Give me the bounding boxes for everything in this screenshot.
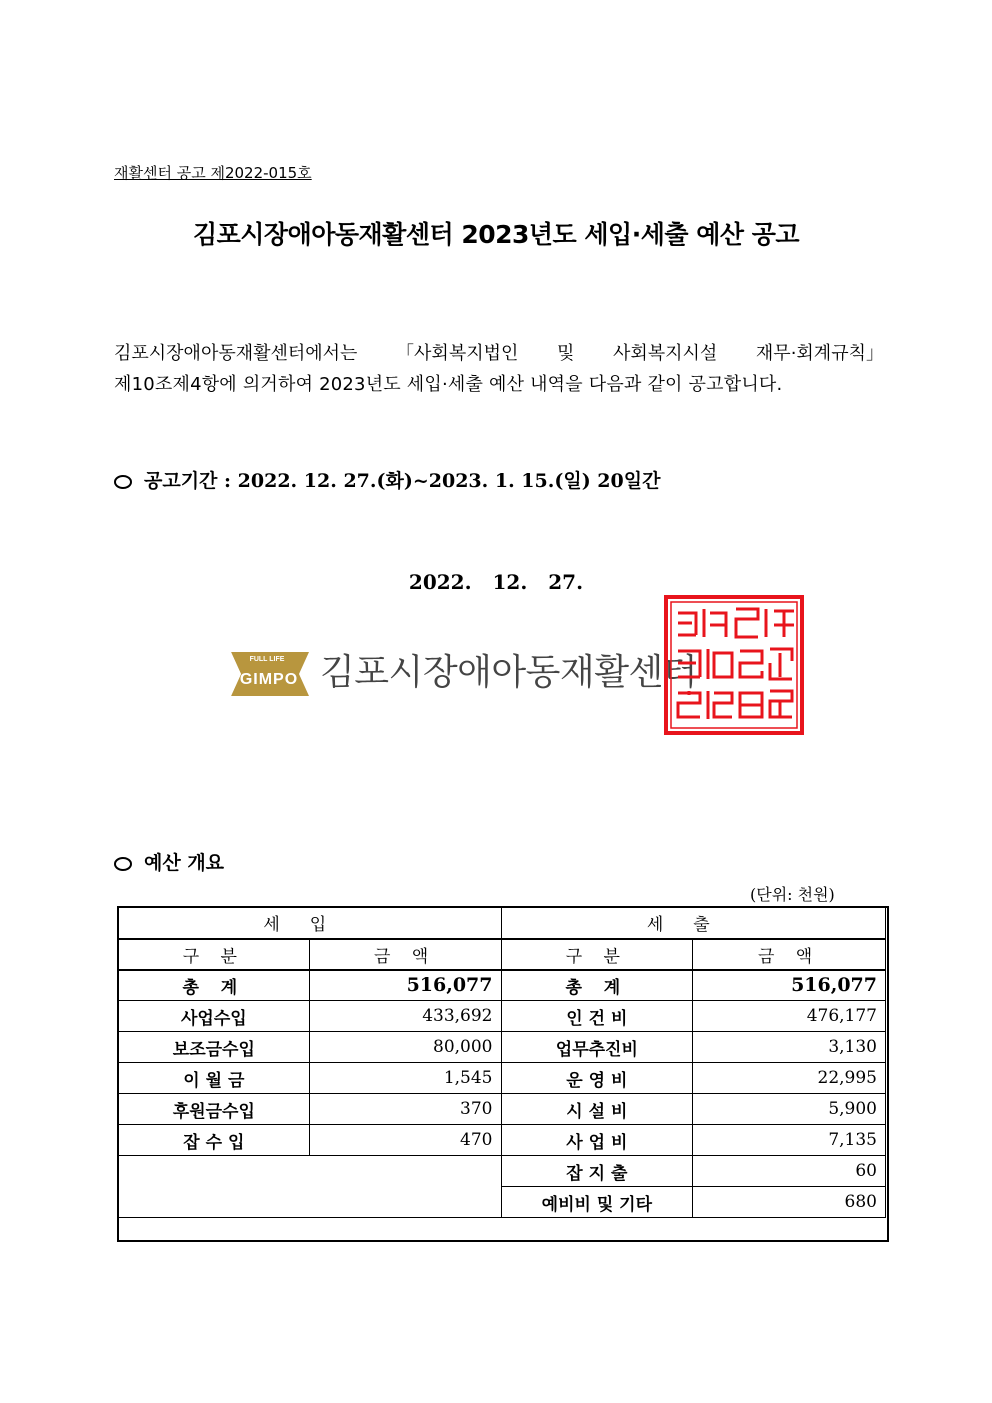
expense-amount: 476,177: [693, 1001, 886, 1032]
expense-label: 운 영 비: [501, 1063, 693, 1094]
expense-amount: 3,130: [693, 1032, 886, 1063]
notice-period-text: 공고기간 : 2022. 12. 27.(화)~2023. 1. 15.(일) 20일간: [144, 470, 661, 492]
income-amount: 80,000: [309, 1032, 501, 1063]
intro-line-2: 제10조제4항에 의거하여 2023년도 세입·세출 예산 내역을 다음과 같이 공고합니다.: [114, 374, 783, 395]
expense-label: 사 업 비: [501, 1125, 693, 1156]
expense-category-header: 구 분: [501, 939, 693, 970]
intro-word: 재무·회계규칙」: [755, 343, 884, 364]
table-row: [119, 1063, 886, 1094]
table-row: [119, 1032, 886, 1063]
expense-total-label: 총 계: [501, 970, 693, 1001]
income-label: 후원금수입: [119, 1094, 310, 1125]
section-heading-text: 예산 개요: [144, 852, 225, 874]
expense-label: 업무추진비: [501, 1032, 693, 1063]
unit-label: (단위: 천원): [750, 885, 835, 904]
table-row: [119, 1125, 886, 1156]
section-heading: [114, 848, 224, 875]
income-total-amount: 516,077: [309, 970, 501, 1001]
gimpo-logo-icon: [231, 648, 309, 696]
expense-amount: 60: [693, 1156, 886, 1187]
income-amount: 1,545: [309, 1063, 501, 1094]
table-row: [119, 1001, 886, 1032]
income-amount: 433,692: [309, 1001, 501, 1032]
intro-line-1: [114, 338, 884, 369]
official-seal-icon: [664, 595, 804, 735]
income-header: 세입: [119, 908, 502, 939]
expense-header: 세출: [501, 908, 886, 939]
expense-total-amount: 516,077: [693, 970, 886, 1001]
expense-label: 인 건 비: [501, 1001, 693, 1032]
expense-label: 예비비 및 기타: [501, 1187, 693, 1218]
income-amount: 470: [309, 1125, 501, 1156]
budget-table: [118, 907, 886, 1218]
income-label: 잡 수 입: [119, 1125, 310, 1156]
income-label: 보조금수입: [119, 1032, 310, 1063]
circle-bullet-icon: [114, 857, 132, 871]
expense-label: 시 설 비: [501, 1094, 693, 1125]
intro-word: 「사회복지법인: [396, 343, 519, 364]
expense-label: 잡 지 출: [501, 1156, 693, 1187]
table-subheader-row: [119, 939, 886, 970]
income-amount: 370: [309, 1094, 501, 1125]
notice-date: 2022. 12. 27.: [408, 570, 584, 594]
total-row: [119, 970, 886, 1001]
notice-number: 재활센터 공고 제2022-015호: [114, 164, 312, 182]
circle-bullet-icon: [114, 475, 132, 489]
expense-amount: 5,900: [693, 1094, 886, 1125]
page-title: 김포시장애아동재활센터 2023년도 세입·세출 예산 공고: [192, 220, 800, 249]
intro-word: 김포시장애아동재활센터에서는: [114, 343, 358, 364]
empty-income-cell: [119, 1156, 502, 1218]
expense-amount: 680: [693, 1187, 886, 1218]
expense-amount: 7,135: [693, 1125, 886, 1156]
table-header-row: [119, 908, 886, 939]
intro-word: 및: [556, 343, 575, 364]
expense-amount-header: 금 액: [693, 939, 886, 970]
income-label: 이 월 금: [119, 1063, 310, 1094]
notice-period: [114, 466, 660, 493]
income-label: 사업수입: [119, 1001, 310, 1032]
intro-paragraph: [114, 338, 884, 400]
organization-name: 김포시장애아동재활센터: [320, 651, 698, 692]
logo-main-text: GIMPO: [239, 671, 299, 688]
income-amount-header: 금 액: [309, 939, 501, 970]
intro-word: 사회복지시설: [612, 343, 718, 364]
table-row: [119, 1094, 886, 1125]
logo-top-text: FULL LIFE: [249, 656, 285, 663]
table-row: [119, 1156, 886, 1187]
income-category-header: 구 분: [119, 939, 310, 970]
expense-amount: 22,995: [693, 1063, 886, 1094]
income-total-label: 총 계: [119, 970, 310, 1001]
